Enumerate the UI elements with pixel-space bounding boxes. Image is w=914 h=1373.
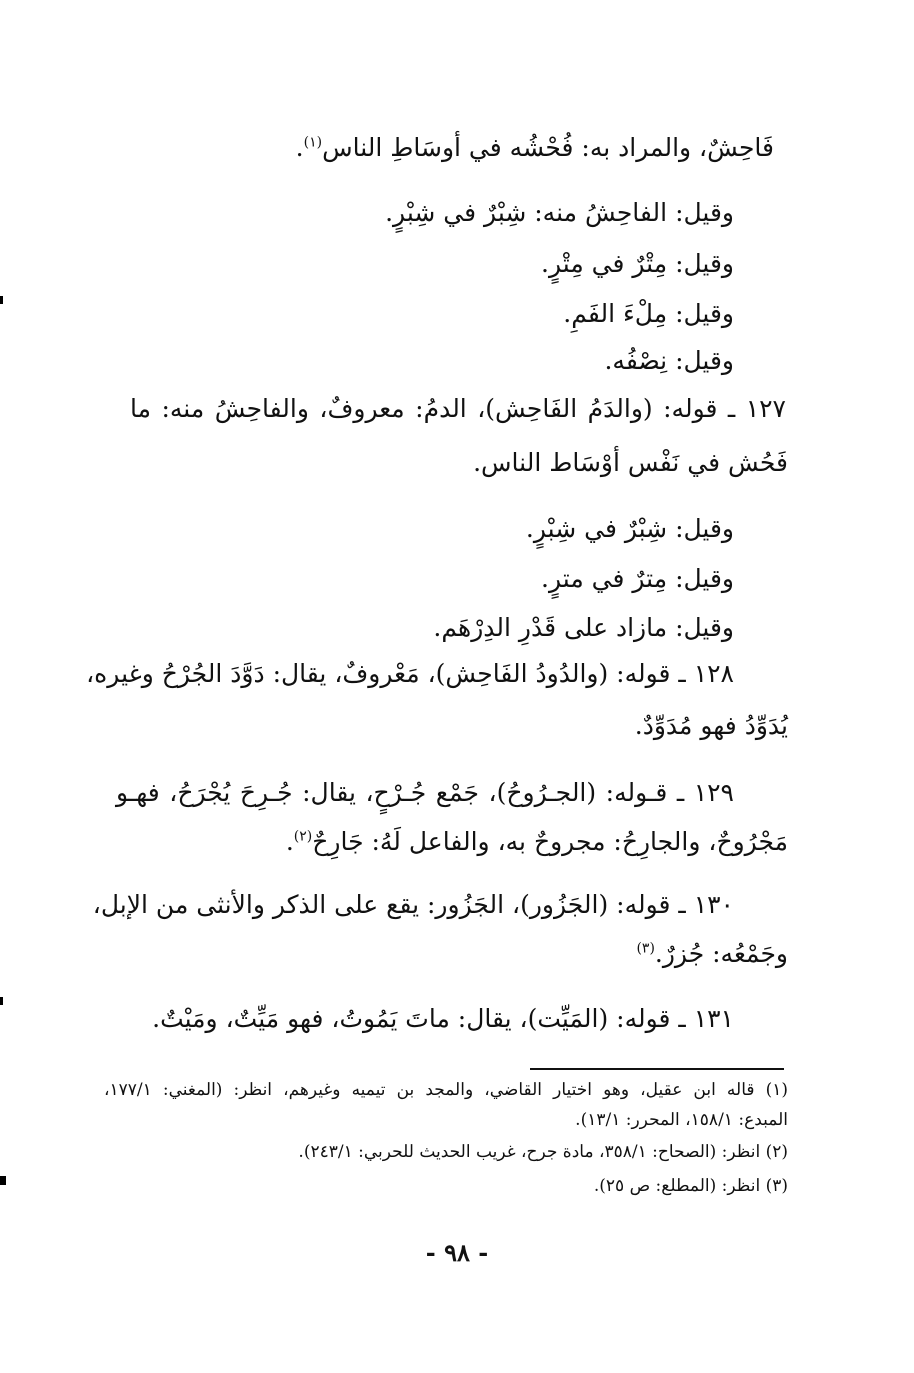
text-line-11: ١٢٨ ـ قوله: (والدُودُ الفَاحِش)، مَعْروفٌ، يقال: دَوَّدَ الجُرْحُ وغيره، bbox=[86, 659, 734, 688]
line-text: فَاحِشٌ، والمراد به: فُحْشُه في أوسَاطِ الناس bbox=[322, 133, 774, 162]
footnote-ref: (٢) bbox=[293, 828, 313, 845]
text-line-9: وقيل: مِترٌ في مترٍ. bbox=[541, 564, 734, 593]
footnote-separator bbox=[530, 1068, 784, 1070]
footnote-1: (١) قاله ابن عقيل، وهو اختيار القاضي، والمجد بن تيميه وغيرهم، انظر: (المغني: ١٧٧/١، bbox=[104, 1080, 788, 1100]
footnote-ref: (١) bbox=[303, 134, 323, 151]
text-line-16: وجَمْعُه: جُزرٌ.$^{(٣)}$ bbox=[636, 939, 788, 968]
footnote-2: (٢) انظر: (الصحاح: ٣٥٨/١، مادة جرح، غريب الحديث للحربي: ٢٤٣/١). bbox=[298, 1142, 788, 1162]
scan-mark-left-3 bbox=[0, 1176, 6, 1185]
text-line-6: ١٢٧ ـ قوله: (والدَمُ الفَاحِش)، الدمُ: معروفٌ، والفاحِشُ منه: ما bbox=[130, 394, 786, 423]
text-line-12: يُدَوِّدُ فهو مُدَوِّدٌ. bbox=[634, 711, 788, 740]
text-line-13: ١٢٩ ـ قـوله: (الجـرُوحُ)، جَمْع جُـرْحٍ، يقال: جُـرِحَ يُجْرَحُ، فهـو bbox=[116, 778, 734, 807]
text-line-2: وقيل: الفاحِشُ منه: شِبْرٌ في شِبْرٍ. bbox=[385, 198, 734, 227]
scan-mark-left-2 bbox=[0, 997, 3, 1005]
text-line-3: وقيل: مِتْرٌ في مِتْرٍ. bbox=[541, 249, 734, 278]
footnote-ref: (٣) bbox=[636, 940, 655, 957]
text-line-5: وقيل: نِصْفُه. bbox=[604, 346, 734, 375]
footnote-3: (٣) انظر: (المطلع: ص ٢٥). bbox=[593, 1176, 788, 1196]
text-line-15: ١٣٠ ـ قوله: (الجَزُور)، الجَزُور: يقع على الذكر والأنثى من الإبل، bbox=[92, 890, 734, 919]
text-line-17: ١٣١ ـ قوله: (المَيِّت)، يقال: ماتَ يَمُوتُ، فهو مَيِّتٌ، ومَيْتٌ. bbox=[152, 1004, 734, 1033]
footnote-1-continued: المبدع: ١٥٨/١، المحرر: ١٣/١). bbox=[575, 1110, 788, 1130]
text-line-10: وقيل: مازاد على قَدْرِ الدِرْهَم. bbox=[433, 613, 734, 642]
text-line-14: مَجْرُوحٌ، والجارِحُ: مجروحٌ به، والفاعل لَهُ: جَارِحٌ$^{(٢)}$. bbox=[285, 827, 788, 856]
text-line-8: وقيل: شِبْرٌ في شِبْرٍ. bbox=[525, 514, 734, 543]
text-line-1: فَاحِشٌ، والمراد به: فُحْشُه في أوسَاطِ الناس$^{(١)}$. bbox=[295, 133, 774, 162]
scan-mark-left-1 bbox=[0, 296, 3, 304]
text-line-7: فَحُش في نَفْس أوْسَاط الناس. bbox=[473, 448, 788, 477]
page-number: - ٩٨ - bbox=[425, 1238, 489, 1267]
text-line-4: وقيل: مِلْءَ الفَمِ. bbox=[563, 299, 734, 328]
